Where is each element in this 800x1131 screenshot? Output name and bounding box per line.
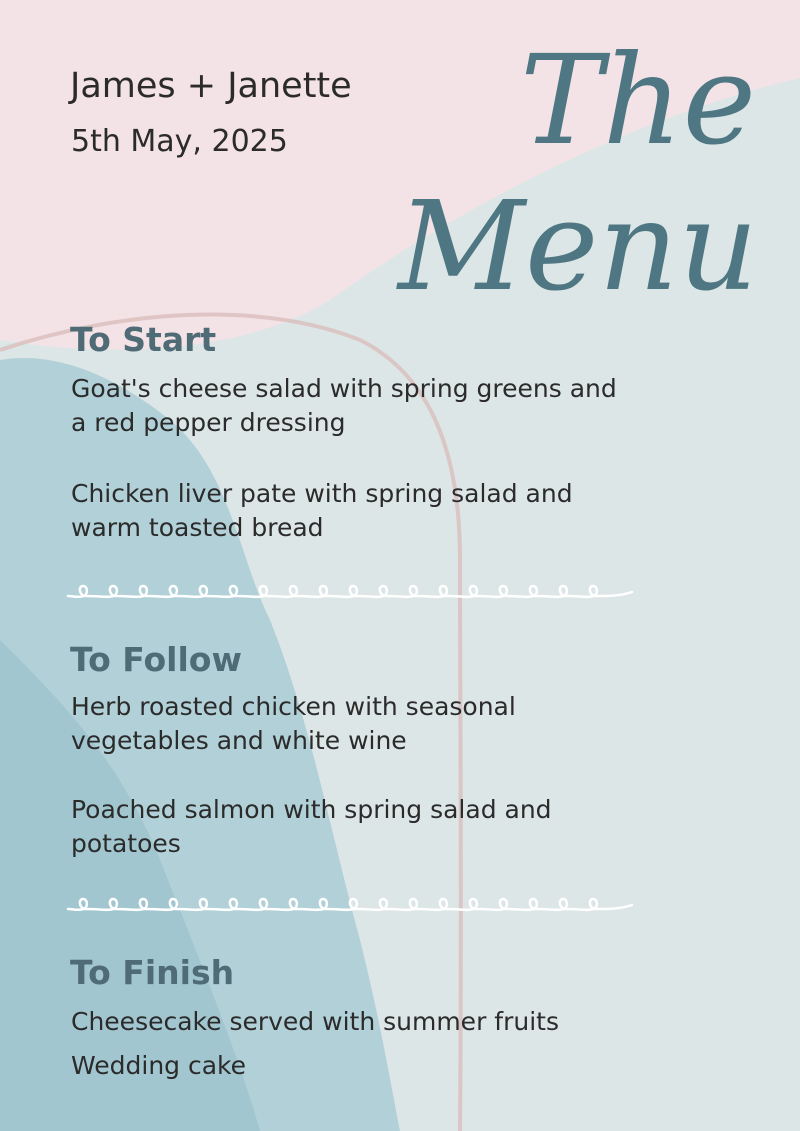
- menu-title-line-2: Menu: [398, 175, 759, 319]
- couple-names: James + Janette: [70, 66, 352, 106]
- menu-item-follow-2: Poached salmon with spring salad and potatoes: [71, 795, 552, 858]
- section-heading-follow: To Follow: [70, 640, 242, 679]
- swirl-divider-icon: [64, 889, 636, 919]
- menu-item-start-2: Chicken liver pate with spring salad and warm toasted bread: [71, 479, 573, 542]
- section-heading-finish: To Finish: [70, 953, 235, 992]
- menu-item-finish-1: Cheesecake served with summer fruits: [71, 1007, 559, 1036]
- menu-title-line-1: The: [520, 29, 756, 173]
- swirl-divider-icon: [64, 576, 636, 606]
- event-date: 5th May, 2025: [71, 124, 288, 159]
- menu-item-finish-2: Wedding cake: [71, 1051, 247, 1080]
- menu-item-start-1: Goat's cheese salad with spring greens and a red pepper dressing: [71, 374, 617, 437]
- section-heading-start: To Start: [70, 320, 217, 359]
- menu-item-follow-1: Herb roasted chicken with seasonal vegetables and white wine: [71, 692, 516, 755]
